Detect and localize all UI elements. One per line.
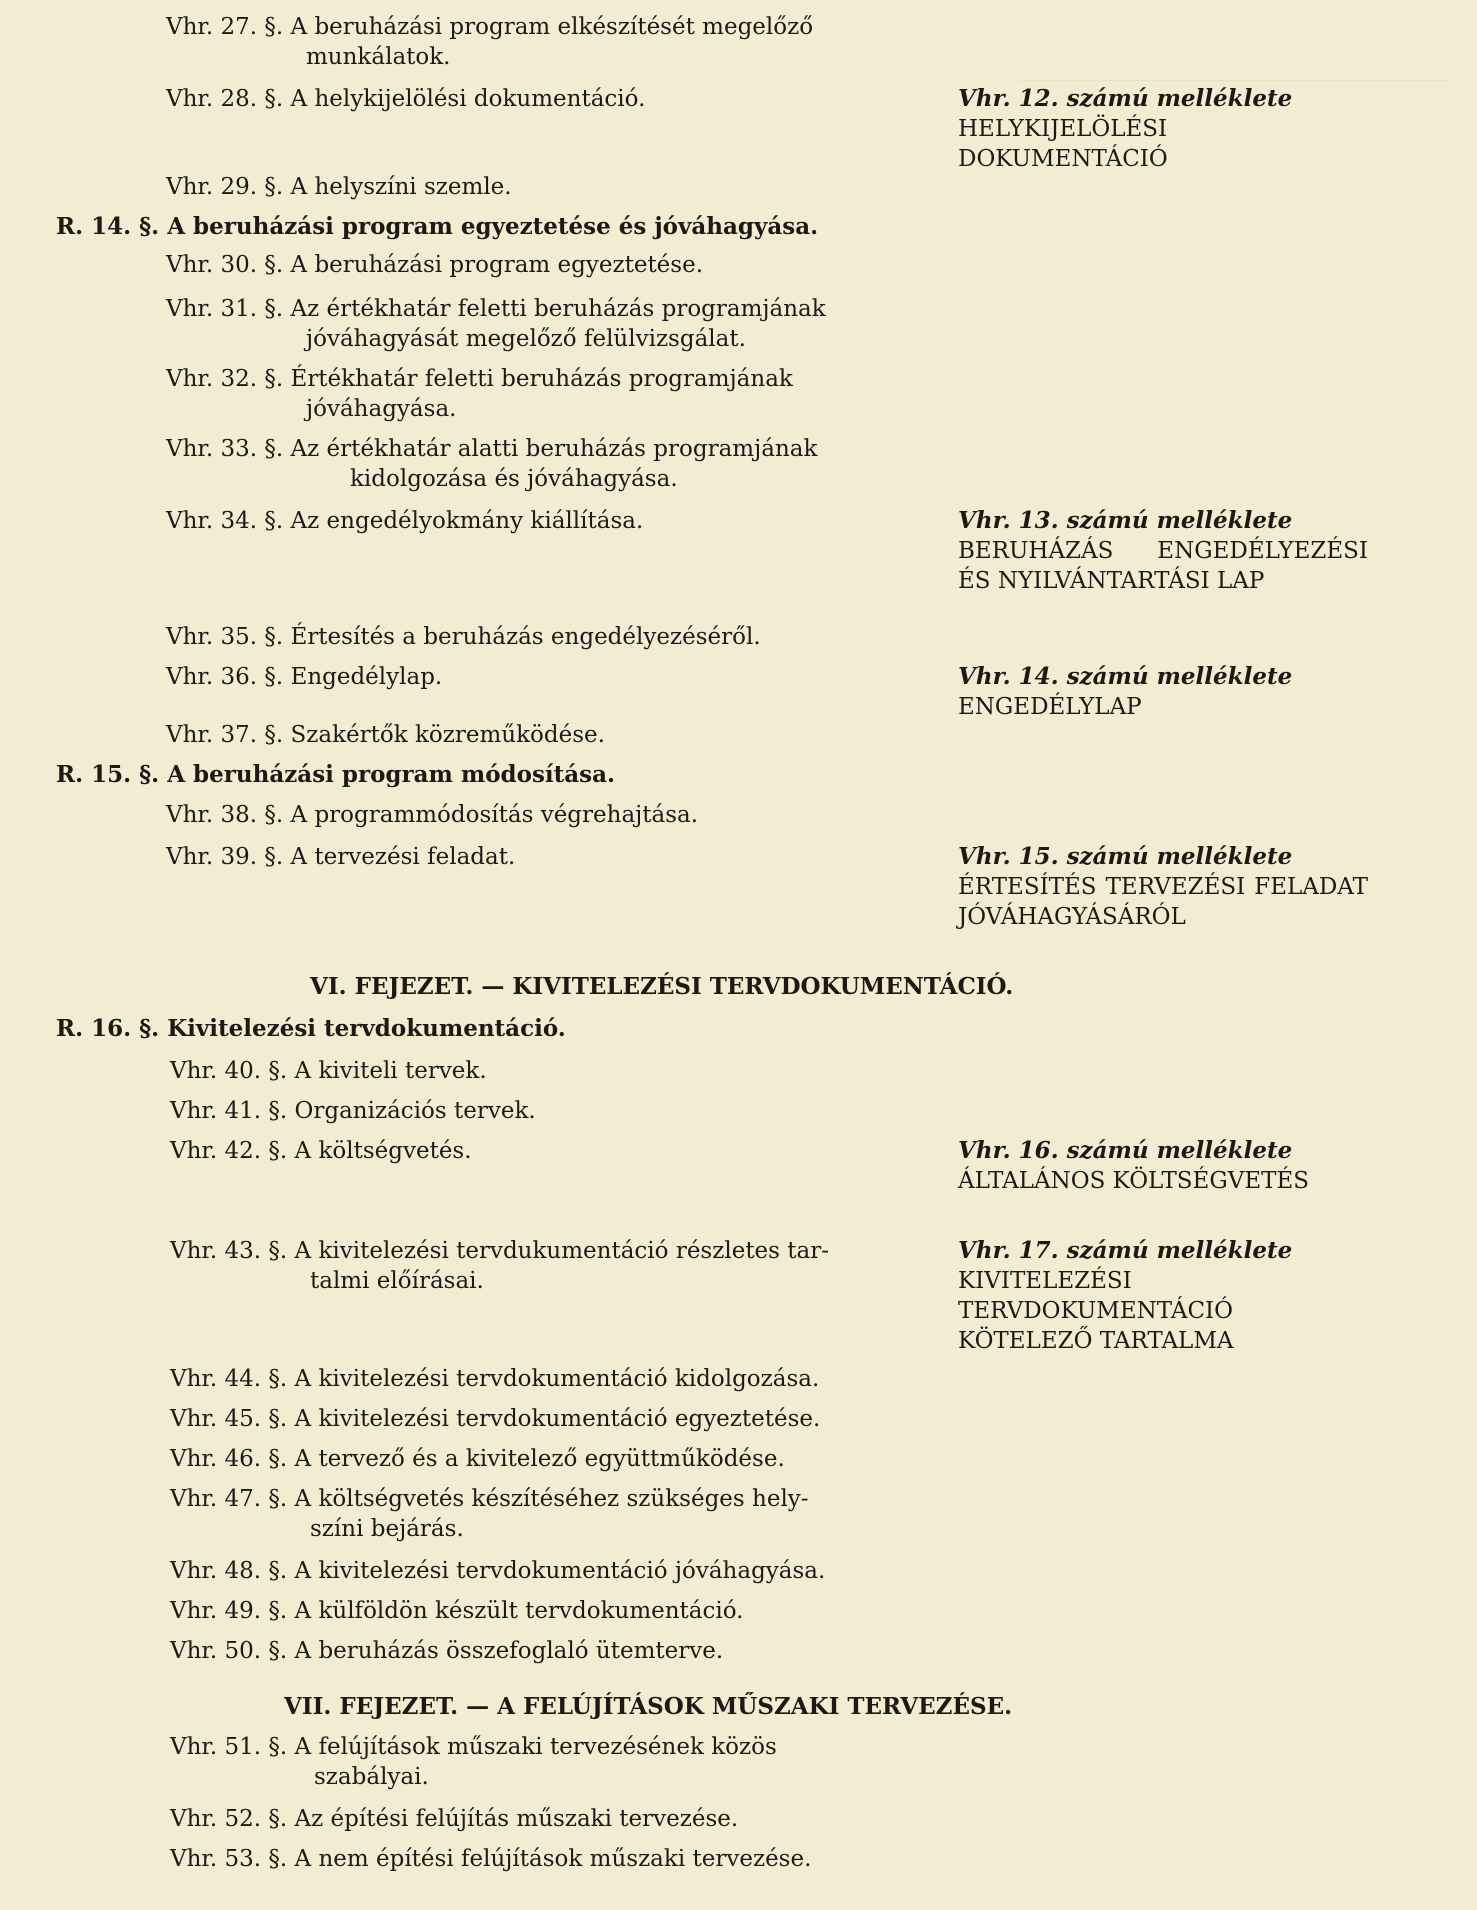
entry-vhr48: Vhr. 48. §. A kivitelezési tervdokumentáció jóváhagyása. [170,1558,826,1584]
entry-vhr36: Vhr. 36. §. Engedélylap. [166,664,443,690]
entry-r15: R. 15. §. A beruházási program módosítása. [56,761,616,788]
annex-16 [958,1136,1368,1196]
entry-vhr38: Vhr. 38. §. A programmódosítás végrehajtása. [166,802,699,828]
entry-vhr49: Vhr. 49. §. A külföldön készült tervdokumentáció. [170,1598,744,1624]
entry-vhr37: Vhr. 37. §. Szakértők közreműködése. [166,722,605,748]
entry-vhr44: Vhr. 44. §. A kivitelezési tervdokumentáció kidolgozása. [170,1366,820,1392]
entry-vhr27: Vhr. 27. §. A beruházási program elkészítését megelőző [166,14,814,40]
annex-15-ref: Vhr. 15. számú melléklete [958,843,1293,870]
entry-vhr28: Vhr. 28. §. A helykijelölési dokumentáció. [166,86,646,112]
entry-vhr39: Vhr. 39. §. A tervezési feladat. [166,844,516,870]
entry-vhr31: Vhr. 31. §. Az értékhatár feletti beruházás programjának [166,296,826,322]
entry-vhr34: Vhr. 34. §. Az engedélyokmány kiállítása. [166,508,644,534]
annex-12 [958,84,1368,174]
bleed-through-decoration [1020,40,1450,81]
entry-vhr27-cont: munkálatok. [306,44,451,70]
entry-vhr45: Vhr. 45. §. A kivitelezési tervdokumentáció egyeztetése. [170,1406,821,1432]
annex-15-title: ÉRTESÍTÉS TERVEZÉSI FELADAT JÓVÁHAGYÁSÁRÓL [958,874,1368,930]
entry-vhr52: Vhr. 52. §. Az építési felújítás műszaki tervezése. [170,1806,739,1832]
annex-13 [958,506,1368,596]
entry-vhr31-cont: jóváhagyását megelőző felülvizsgálat. [306,326,746,352]
entry-vhr30: Vhr. 30. §. A beruházási program egyeztetése. [166,252,704,278]
entry-vhr46: Vhr. 46. §. A tervező és a kivitelező együttműködése. [170,1446,785,1472]
entry-vhr32-cont: jóváhagyása. [306,396,457,422]
entry-vhr40: Vhr. 40. §. A kiviteli tervek. [170,1058,487,1084]
entry-vhr33: Vhr. 33. §. Az értékhatár alatti beruházás programjának [166,436,818,462]
annex-17-title: KIVITELEZÉSI TERVDOKUMENTÁCIÓ KÖTELEZŐ TARTALMA [958,1268,1234,1354]
entry-vhr53: Vhr. 53. §. A nem építési felújítások műszaki tervezése. [170,1846,812,1872]
entry-vhr43-cont: talmi előírásai. [310,1268,484,1294]
entry-vhr32: Vhr. 32. §. Értékhatár feletti beruházás programjának [166,366,793,392]
annex-14 [958,662,1368,722]
entry-vhr35: Vhr. 35. §. Értesítés a beruházás engedélyezéséről. [166,624,761,650]
annex-17 [958,1236,1368,1356]
annex-12-ref: Vhr. 12. számú melléklete [958,85,1293,112]
annex-15 [958,842,1368,932]
entry-vhr43: Vhr. 43. §. A kivitelezési tervdukumentáció részletes tar- [170,1238,830,1264]
chapter-6-heading: VI. FEJEZET. — KIVITELEZÉSI TERVDOKUMENTÁCIÓ. [310,973,1014,1000]
entry-vhr51: Vhr. 51. §. A felújítások műszaki tervezésének közös [170,1734,777,1760]
entry-r14: R. 14. §. A beruházási program egyeztetése és jóváhagyása. [56,213,819,240]
annex-14-ref: Vhr. 14. számú melléklete [958,663,1293,690]
annex-13-ref: Vhr. 13. számú melléklete [958,507,1293,534]
entry-vhr47: Vhr. 47. §. A költségvetés készítéséhez szükséges hely- [170,1486,809,1512]
annex-16-title: ÁLTALÁNOS KÖLTSÉGVETÉS [958,1168,1309,1194]
entry-vhr42: Vhr. 42. §. A költségvetés. [170,1138,472,1164]
entry-vhr50: Vhr. 50. §. A beruházás összefoglaló ütemterve. [170,1638,724,1664]
annex-16-ref: Vhr. 16. számú melléklete [958,1137,1293,1164]
annex-12-title: HELYKIJELÖLÉSI DOKUMENTÁCIÓ [958,116,1168,172]
entry-vhr29: Vhr. 29. §. A helyszíni szemle. [166,174,512,200]
annex-14-title: ENGEDÉLYLAP [958,694,1142,720]
entry-vhr51-cont: szabályai. [314,1764,429,1790]
chapter-7-heading: VII. FEJEZET. — A FELÚJÍTÁSOK MŰSZAKI TERVEZÉSE. [284,1693,1013,1720]
annex-17-ref: Vhr. 17. számú melléklete [958,1237,1293,1264]
entry-r16: R. 16. §. Kivitelezési tervdokumentáció. [56,1015,566,1042]
entry-vhr33-cont: kidolgozása és jóváhagyása. [350,466,678,492]
entry-vhr41: Vhr. 41. §. Organizációs tervek. [170,1098,536,1124]
annex-13-title: BERUHÁZÁS ENGEDÉLYEZÉSI ÉS NYILVÁNTARTÁSI LAP [958,538,1368,594]
entry-vhr47-cont: színi bejárás. [310,1516,464,1542]
